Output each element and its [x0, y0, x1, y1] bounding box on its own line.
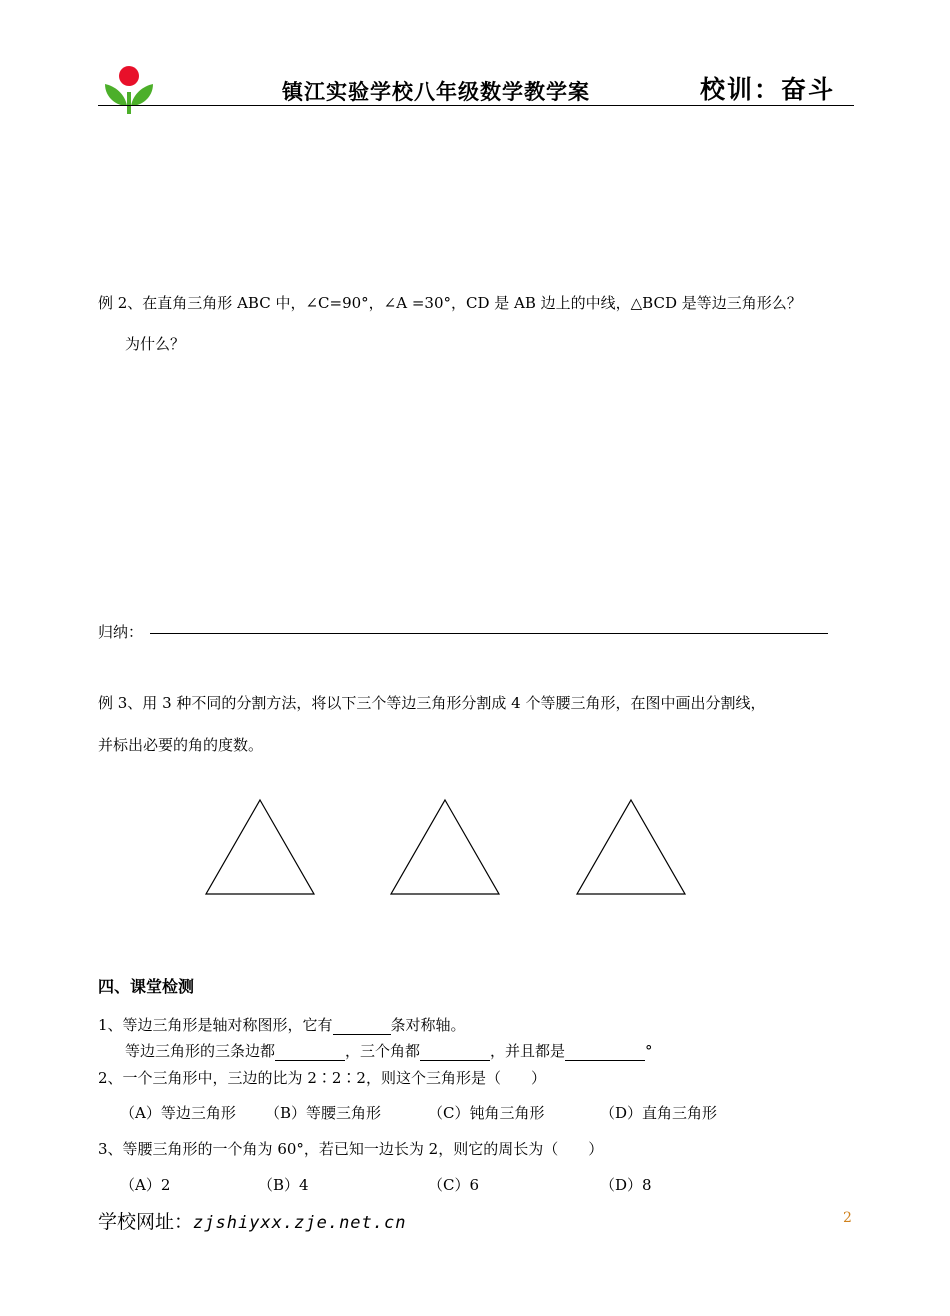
q1-line2 — [125, 1040, 653, 1061]
equilateral-triangle-1[interactable] — [206, 800, 314, 894]
q3-option-b[interactable]: （B）4 — [258, 1176, 309, 1194]
example2-line2: 为什么？ — [125, 335, 186, 353]
q1-b-text3: ，并且都是 — [490, 1042, 566, 1060]
logo-stem — [127, 92, 131, 114]
q1-axis-count-blank[interactable] — [333, 1016, 391, 1035]
equilateral-triangle-3[interactable] — [577, 800, 685, 894]
q3-option-d[interactable]: （D）8 — [600, 1176, 652, 1194]
header-title: 镇江实验学校八年级数学教学案 — [282, 79, 590, 104]
example3-line1: 例 3、用 3 种不同的分割方法，将以下三个等边三角形分割成 4 个等腰三角形，在图中画出分割线， — [98, 694, 766, 712]
logo-red-dot — [119, 66, 139, 86]
q1-b-text2: ，三个角都 — [345, 1042, 421, 1060]
q3-text: 3、等腰三角形的一个角为 60°，若已知一边长为 2，则它的周长为（ ） — [98, 1140, 604, 1158]
page-number: 2 — [843, 1210, 852, 1226]
q2-option-a[interactable]: （A）等边三角形 — [120, 1104, 236, 1122]
school-logo — [103, 62, 155, 116]
footer-label: 学校网址： — [98, 1211, 194, 1233]
example2-line1: 例 2、在直角三角形 ABC 中，∠C=90°，∠A =30°，CD 是 AB 边上的中线，△BCD 是等边三角形么？ — [98, 294, 802, 312]
summary-answer-line[interactable] — [150, 633, 828, 634]
q2-text: 2、一个三角形中，三边的比为 2∶2∶2，则这个三角形是（ ） — [98, 1069, 546, 1087]
example3-line2: 并标出必要的角的度数。 — [98, 736, 264, 754]
q1-sides-blank[interactable] — [275, 1042, 345, 1061]
q1-b-text1: 等边三角形的三条边都 — [125, 1042, 276, 1060]
equilateral-triangle-2[interactable] — [391, 800, 499, 894]
summary-label: 归纳： — [98, 623, 144, 641]
q3-option-c[interactable]: （C）6 — [428, 1176, 480, 1194]
footer-url-link[interactable]: zjshiyxx.zje.net.cn — [193, 1213, 407, 1233]
q2-option-b[interactable]: （B）等腰三角形 — [265, 1104, 382, 1122]
header-divider — [98, 105, 854, 106]
q1-angles-blank[interactable] — [420, 1042, 490, 1061]
q1-line1 — [98, 1014, 466, 1035]
q2-option-d[interactable]: （D）直角三角形 — [600, 1104, 718, 1122]
triangle-figures — [200, 795, 700, 900]
section4-heading: 四、课堂检测 — [98, 977, 195, 996]
q3-option-a[interactable]: （A）2 — [120, 1176, 171, 1194]
q1-b-text4: ° — [645, 1042, 653, 1060]
logo-left-leaf — [105, 84, 127, 106]
footer-website — [98, 1207, 406, 1234]
logo-right-leaf — [131, 84, 153, 106]
q2-option-c[interactable]: （C）钝角三角形 — [428, 1104, 545, 1122]
q1-degree-blank[interactable] — [565, 1042, 645, 1061]
q1-prefix: 1、等边三角形是轴对称图形，它有 — [98, 1016, 333, 1034]
q1-suffix: 条对称轴。 — [390, 1016, 466, 1034]
header-motto: 校训：奋斗 — [700, 75, 836, 104]
